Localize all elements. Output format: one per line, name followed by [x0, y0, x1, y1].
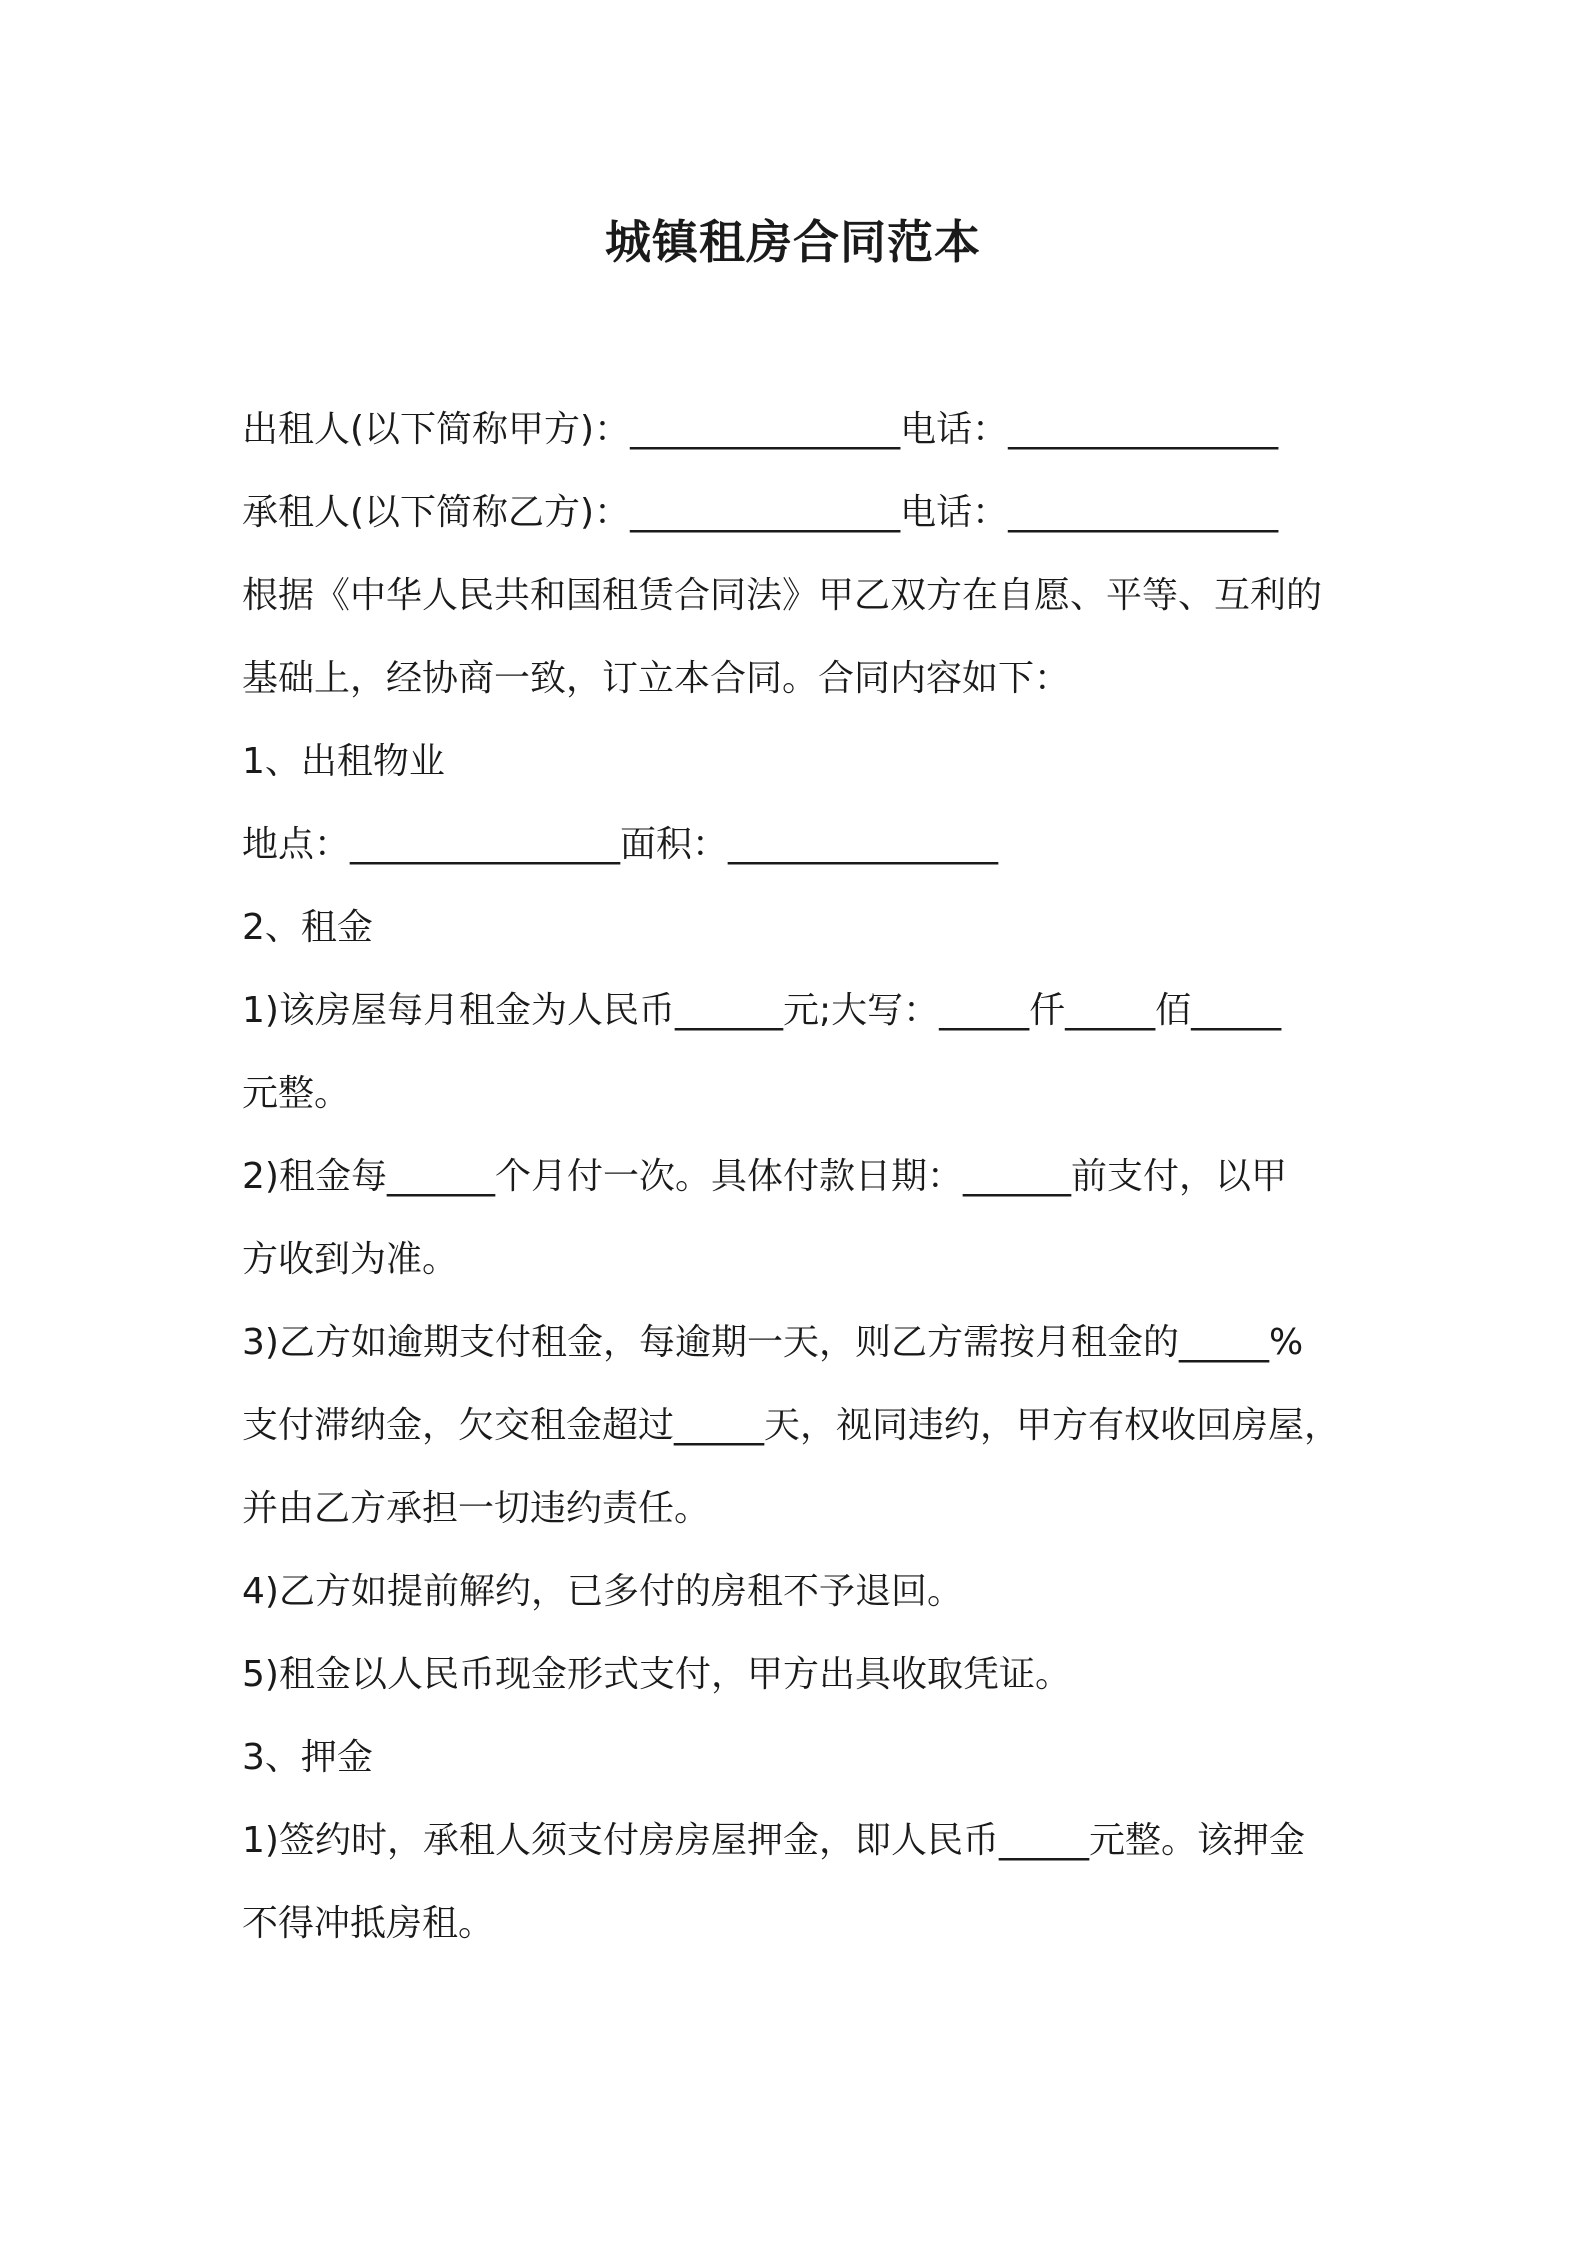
rent-clause-3-line-3: 并由乙方承担一切违约责任。: [242, 1488, 711, 1529]
rent-clause-1-line-1: 1)该房屋每月租金为人民币______元;大写：_____仟_____佰_____: [242, 990, 1282, 1031]
rent-clause-1-line-2: 元整。: [242, 1073, 351, 1114]
lessor-line: 出租人(以下简称甲方)：_______________电话：_______________: [242, 409, 1279, 450]
rent-clause-2-line-2: 方收到为准。: [242, 1239, 459, 1280]
rent-clause-5: 5)租金以人民币现金形式支付，甲方出具收取凭证。: [242, 1654, 1071, 1695]
location-area-line: 地点：_______________面积：_______________: [242, 824, 999, 865]
rent-clause-3-line-2: 支付滞纳金，欠交租金超过_____天，视同违约，甲方有权收回房屋，: [242, 1405, 1341, 1446]
preamble-line-2: 基础上，经协商一致，订立本合同。合同内容如下：: [242, 658, 1071, 699]
rent-clause-2-line-1: 2)租金每______个月付一次。具体付款日期：______前支付，以甲: [242, 1156, 1287, 1197]
section-3-heading: 3、押金: [242, 1737, 373, 1778]
lessee-line: 承租人(以下简称乙方)：_______________电话：_______________: [242, 492, 1279, 533]
rent-clause-4: 4)乙方如提前解约，已多付的房租不予退回。: [242, 1571, 963, 1612]
deposit-clause-1-line-1: 1)签约时，承租人须支付房房屋押金，即人民币_____元整。该押金: [242, 1820, 1305, 1861]
rent-clause-3-line-1: 3)乙方如逾期支付租金，每逾期一天，则乙方需按月租金的_____%: [242, 1322, 1304, 1363]
section-2-heading: 2、租金: [242, 907, 373, 948]
document-title: 城镇租房合同范本: [605, 215, 981, 269]
deposit-clause-1-line-2: 不得冲抵房租。: [242, 1903, 495, 1944]
section-1-heading: 1、出租物业: [242, 741, 445, 782]
preamble-line-1: 根据《中华人民共和国租赁合同法》甲乙双方在自愿、平等、互利的: [242, 575, 1323, 616]
